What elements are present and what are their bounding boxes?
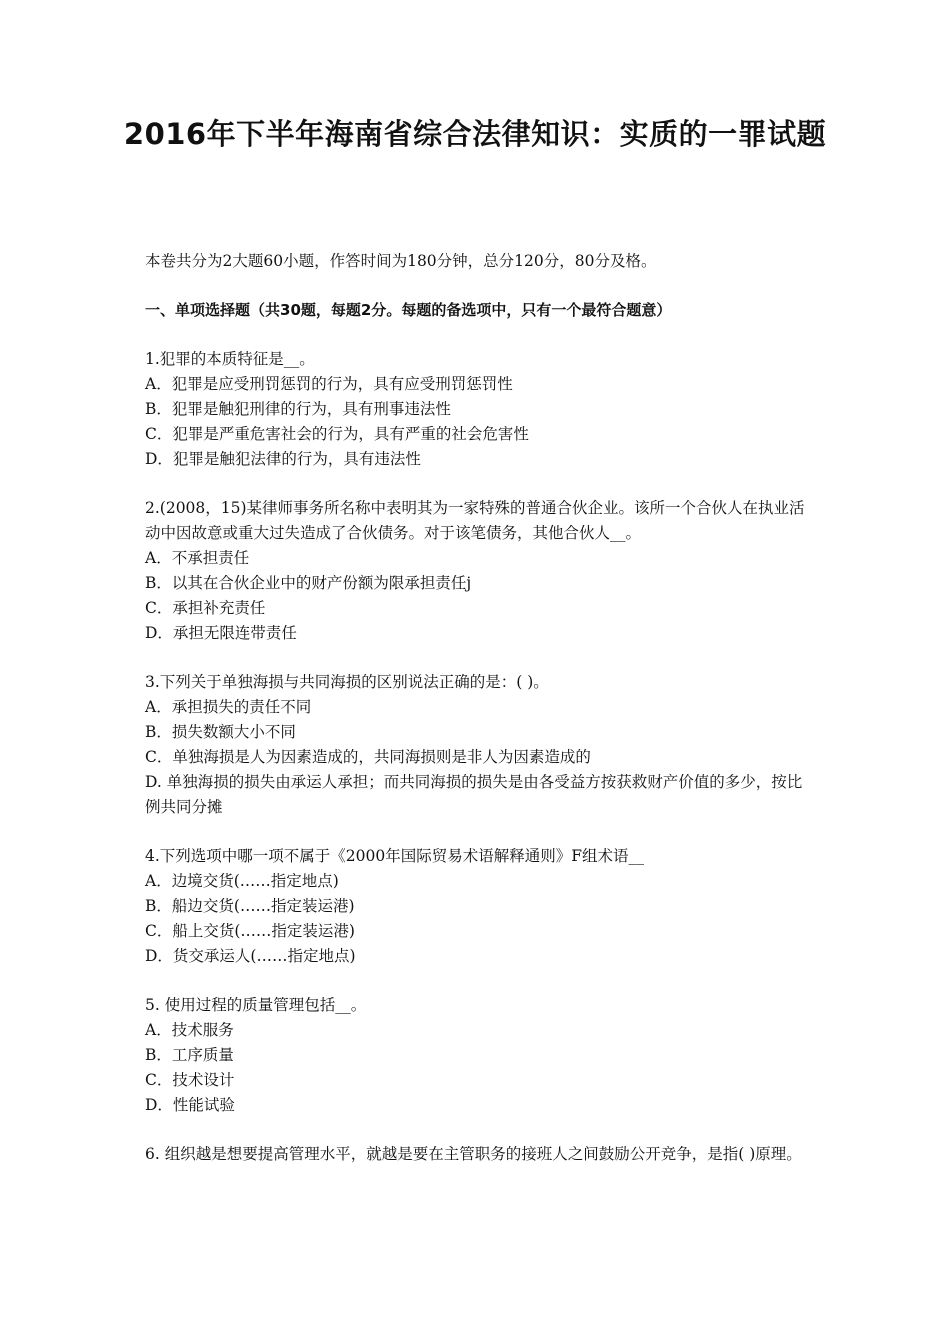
option-c: C．单独海损是人为因素造成的，共同海损则是非人为因素造成的: [145, 748, 591, 766]
option-c: C．承担补充责任: [145, 599, 266, 617]
question-1: [145, 347, 810, 472]
question-stem: 4.下列选项中哪一项不属于《2000年国际贸易术语解释通则》F组术语__: [145, 847, 644, 865]
option-a: A．犯罪是应受刑罚惩罚的行为，具有应受刑罚惩罚性: [145, 375, 513, 393]
option-c: C．技术设计: [145, 1071, 235, 1089]
option-d: D．性能试验: [145, 1096, 235, 1114]
option-a: A．不承担责任: [145, 549, 250, 567]
question-2: [145, 496, 810, 646]
option-c: C．犯罪是严重危害社会的行为，具有严重的社会危害性: [145, 425, 529, 443]
option-a: A．技术服务: [145, 1021, 234, 1039]
option-b: B．船边交货(……指定装运港): [145, 897, 355, 915]
question-stem: 3.下列关于单独海损与共同海损的区别说法正确的是：( )。: [145, 673, 549, 691]
document-body: [145, 249, 810, 1191]
question-stem: 6. 组织越是想要提高管理水平，就越是要在主管职务的接班人之间鼓励公开竞争，是指( )原理。: [145, 1145, 802, 1163]
question-stem: 2.(2008，15)某律师事务所名称中表明其为一家特殊的普通合伙企业。该所一个合伙人在执业活动中因故意或重大过失造成了合伙债务。对于该笔债务，其他合伙人__。: [145, 499, 805, 542]
question-6: [145, 1142, 810, 1167]
question-5: [145, 993, 810, 1118]
option-b: B．损失数额大小不同: [145, 723, 296, 741]
option-d: D．犯罪是触犯法律的行为，具有违法性: [145, 450, 421, 468]
option-a: A．承担损失的责任不同: [145, 698, 312, 716]
question-4: [145, 844, 810, 969]
option-d: D．货交承运人(……指定地点): [145, 947, 356, 965]
option-d: D. 单独海损的损失由承运人承担；而共同海损的损失是由各受益方按获救财产价值的多少，按比例共同分摊: [145, 773, 803, 816]
question-3: [145, 670, 810, 820]
exam-intro: 本卷共分为2大题60小题，作答时间为180分钟，总分120分，80分及格。: [145, 252, 657, 270]
option-b: B．犯罪是触犯刑律的行为，具有刑事违法性: [145, 400, 451, 418]
question-stem: 1.犯罪的本质特征是__。: [145, 350, 315, 368]
option-c: C．船上交货(……指定装运港): [145, 922, 355, 940]
option-d: D．承担无限连带责任: [145, 624, 297, 642]
option-a: A．边境交货(……指定地点): [145, 872, 339, 890]
document-title: 2016年下半年海南省综合法律知识：实质的一罪试题: [123, 117, 827, 151]
option-b: B．工序质量: [145, 1046, 234, 1064]
option-b: B．以其在合伙企业中的财产份额为限承担责任j: [145, 574, 472, 592]
question-stem: 5. 使用过程的质量管理包括__。: [145, 996, 367, 1014]
section-heading: 一、单项选择题（共30题，每题2分。每题的备选项中，只有一个最符合题意）: [145, 301, 672, 319]
